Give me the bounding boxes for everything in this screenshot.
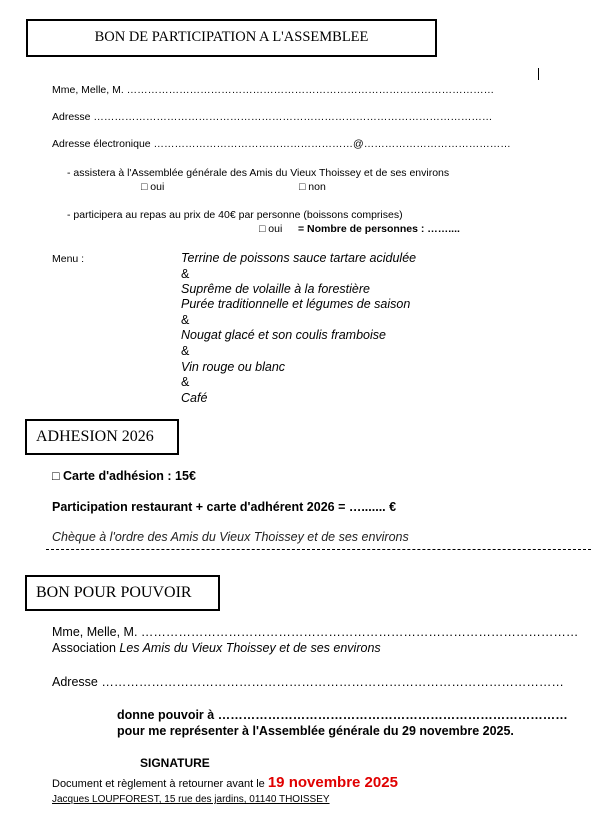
text-cursor bbox=[538, 68, 539, 80]
pouvoir-title-box bbox=[25, 575, 220, 611]
return-instruction bbox=[52, 774, 398, 791]
menu-separator: & bbox=[181, 375, 190, 389]
proxy-name-field[interactable]: Mme, Melle, M. …………………………………………………………………………………………… bbox=[52, 625, 579, 639]
deadline-date: 19 novembre 2025 bbox=[267, 774, 398, 791]
cheque-instruction: Chèque à l'ordre des Amis du Vieux Thoissey et de ses environs bbox=[52, 530, 409, 544]
menu-separator: & bbox=[181, 344, 190, 358]
menu-item: Suprême de volaille à la forestière bbox=[181, 282, 370, 296]
meal-text: - participera au repas au prix de 40€ par personne (boissons comprises) bbox=[67, 209, 403, 221]
attend-text: - assistera à l'Assemblée générale des Amis du Vieux Thoissey et de ses environs bbox=[67, 167, 450, 179]
menu-separator: & bbox=[181, 313, 190, 327]
membership-card-checkbox[interactable]: □ Carte d'adhésion : 15€ bbox=[52, 469, 196, 483]
menu-label: Menu : bbox=[52, 253, 85, 265]
menu-separator: & bbox=[181, 267, 190, 281]
association-name: Les Amis du Vieux Thoissey et de ses environs bbox=[119, 641, 381, 655]
meal-count-field[interactable]: = Nombre de personnes : …….... bbox=[298, 223, 460, 235]
page-title: BON DE PARTICIPATION A L'ASSEMBLEE bbox=[94, 29, 369, 45]
menu-item: Nougat glacé et son coulis framboise bbox=[181, 328, 386, 342]
contact-address: Jacques LOUPFOREST, 15 rue des jardins, 01140 THOISSEY bbox=[52, 794, 330, 805]
adhesion-title: ADHESION 2026 bbox=[36, 428, 154, 445]
represent-statement: pour me représenter à l'Assemblée générale du 29 novembre 2025. bbox=[117, 724, 514, 738]
menu-item: Café bbox=[181, 391, 208, 405]
attend-no-checkbox[interactable]: □ non bbox=[299, 181, 326, 193]
proxy-address-field[interactable]: Adresse ………………………………………………………………………………………………… bbox=[52, 675, 564, 689]
cut-line-divider bbox=[46, 549, 591, 550]
association-prefix: Association bbox=[52, 641, 120, 655]
power-to-field[interactable]: donne pouvoir à ………………………………………………………………………… bbox=[117, 708, 568, 722]
menu-item: Terrine de poissons sauce tartare acidulée bbox=[181, 251, 417, 265]
meal-yes-checkbox[interactable]: □ oui bbox=[259, 223, 283, 235]
participation-amount-field[interactable]: Participation restaurant + carte d'adhérent 2026 = …....... € bbox=[52, 500, 397, 514]
menu-item: Vin rouge ou blanc bbox=[181, 360, 286, 374]
adhesion-title-box bbox=[25, 419, 179, 455]
page-title-box bbox=[26, 19, 437, 57]
association-line bbox=[52, 641, 381, 655]
attend-yes-checkbox[interactable]: □ oui bbox=[141, 181, 165, 193]
pouvoir-title: BON POUR POUVOIR bbox=[36, 584, 192, 601]
email-field[interactable]: Adresse électronique …………………………………………………@…………………………………… bbox=[52, 138, 511, 150]
signature-label: SIGNATURE bbox=[140, 756, 210, 770]
name-field[interactable]: Mme, Melle, M. …………………………………………………………………………………………… bbox=[52, 84, 495, 96]
menu-item: Purée traditionnelle et légumes de saison bbox=[181, 297, 411, 311]
return-text: Document et règlement à retourner avant le bbox=[52, 778, 268, 790]
address-field[interactable]: Adresse …………………………………………………………………………………………………… bbox=[52, 111, 493, 123]
